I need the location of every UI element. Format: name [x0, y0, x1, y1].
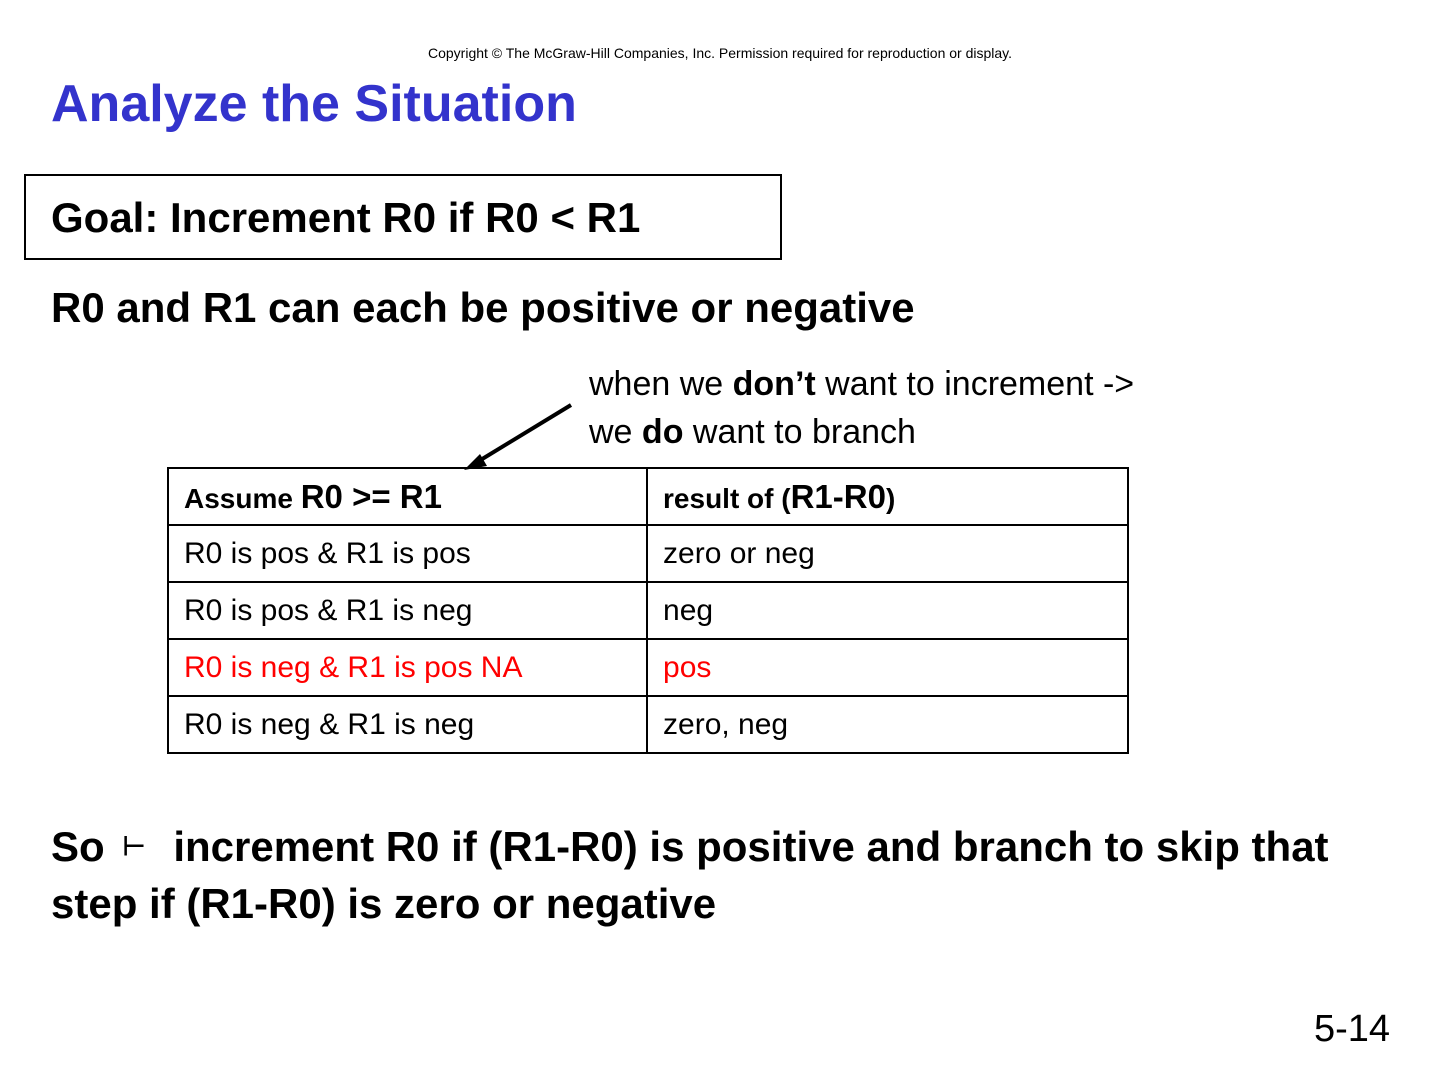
case-cell: R0 is neg & R1 is neg [168, 696, 647, 753]
result-cell: zero, neg [647, 696, 1128, 753]
conclusion-so: So [51, 823, 105, 870]
table-row-na [168, 639, 1128, 696]
slide-title: Analyze the Situation [51, 75, 577, 133]
result-cell: pos [647, 639, 1128, 696]
subheading: R0 and R1 can each be positive or negative [51, 284, 915, 331]
conclusion [51, 818, 1391, 932]
copyright-notice: Copyright © The McGraw-Hill Companies, Inc. Permission required for reproduction or display. [427, 45, 1013, 61]
branch-note [589, 360, 1134, 456]
page-number: 5-14 [1313, 1008, 1390, 1050]
branch-note-line-1: when we don’t want to increment -> [589, 365, 1135, 403]
case-cell: R0 is pos & R1 is neg [168, 582, 647, 639]
arrow-icon [460, 398, 580, 473]
case-cell: R0 is pos & R1 is pos [168, 525, 647, 582]
header-result: result of (R1-R0) [647, 468, 1128, 525]
result-cell: neg [647, 582, 1128, 639]
conclusion-text: increment R0 if (R1-R0) is positive and branch to skip that step if (R1-R0) is zero or negative [51, 823, 1329, 927]
case-table [167, 467, 1129, 754]
table-row [168, 525, 1128, 582]
result-cell: zero or neg [647, 525, 1128, 582]
table-header-row [168, 468, 1128, 525]
table-row [168, 696, 1128, 753]
case-cell: R0 is neg & R1 is pos NA [168, 639, 647, 696]
goal-text: Goal: Increment R0 if R0 < R1 [51, 194, 641, 241]
header-assume: Assume R0 >= R1 [168, 468, 647, 525]
branch-note-line-2: we do want to branch [589, 413, 916, 451]
table-row [168, 582, 1128, 639]
implies-icon: ⊢ [122, 831, 146, 861]
